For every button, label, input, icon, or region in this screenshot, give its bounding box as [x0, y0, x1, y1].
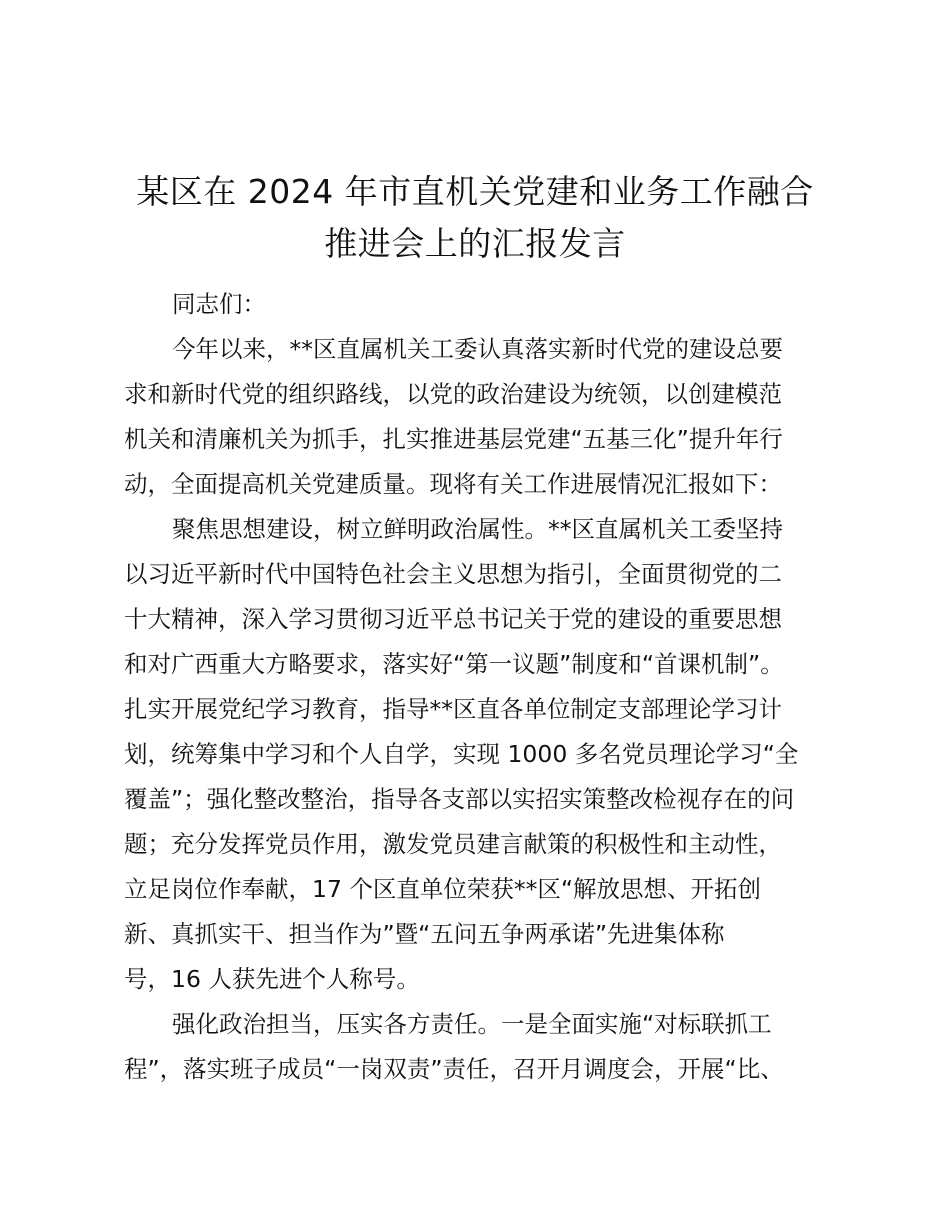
- paragraph-line: 求和新时代党的组织路线，以党的政治建设为统领，以创建模范: [124, 380, 782, 408]
- paragraph-line: 立足岗位作奉献，17 个区直单位荣获**区“解放思想、开拓创: [124, 875, 762, 903]
- paragraph-line: 程”，落实班子成员“一岗双责”责任，召开月调度会，开展“比、: [124, 1055, 784, 1083]
- paragraph-line: 以习近平新时代中国特色社会主义思想为指引，全面贯彻党的二: [124, 560, 782, 588]
- paragraph-line: 强化政治担当，压实各方责任。一是全面实施“对标联抓工: [172, 1010, 772, 1038]
- paragraph-line: 题；充分发挥党员作用，激发党员建言献策的积极性和主动性，: [124, 830, 782, 858]
- paragraph-line: 机关和清廉机关为抓手，扎实推进基层党建“五基三化”提升年行: [124, 425, 783, 453]
- document-body: [124, 282, 844, 1092]
- paragraph-line: 十大精神，深入学习贯彻习近平总书记关于党的建设的重要思想: [124, 605, 782, 633]
- document-title: [100, 166, 850, 270]
- paragraph-line: 扎实开展党纪学习教育，指导**区直各单位制定支部理论学习计: [124, 695, 782, 723]
- paragraph-line: 动，全面提高机关党建质量。现将有关工作进展情况汇报如下：: [124, 470, 782, 498]
- paragraph-line: 今年以来，**区直属机关工委认真落实新时代党的建设总要: [172, 335, 783, 363]
- paragraph-line: 划，统筹集中学习和个人自学，实现 1000 多名党员理论学习“全: [124, 740, 799, 768]
- paragraph-line: 和对广西重大方略要求，落实好“第一议题”制度和“首课机制”。: [124, 650, 784, 678]
- paragraph-line: 覆盖”；强化整改整治，指导各支部以实招实策整改检视存在的问: [124, 785, 795, 813]
- title-line-2: 推进会上的汇报发言: [324, 224, 626, 263]
- salutation: 同志们：: [172, 290, 266, 318]
- paragraph-line: 聚焦思想建设，树立鲜明政治属性。**区直属机关工委坚持: [172, 515, 783, 543]
- title-line-1: 某区在 2024 年市直机关党建和业务工作融合: [136, 172, 814, 211]
- paragraph-line: 号，16 人获先进个人称号。: [124, 965, 420, 993]
- paragraph-line: 新、真抓实干、担当作为”暨“五问五争两承诺”先进集体称: [124, 920, 725, 948]
